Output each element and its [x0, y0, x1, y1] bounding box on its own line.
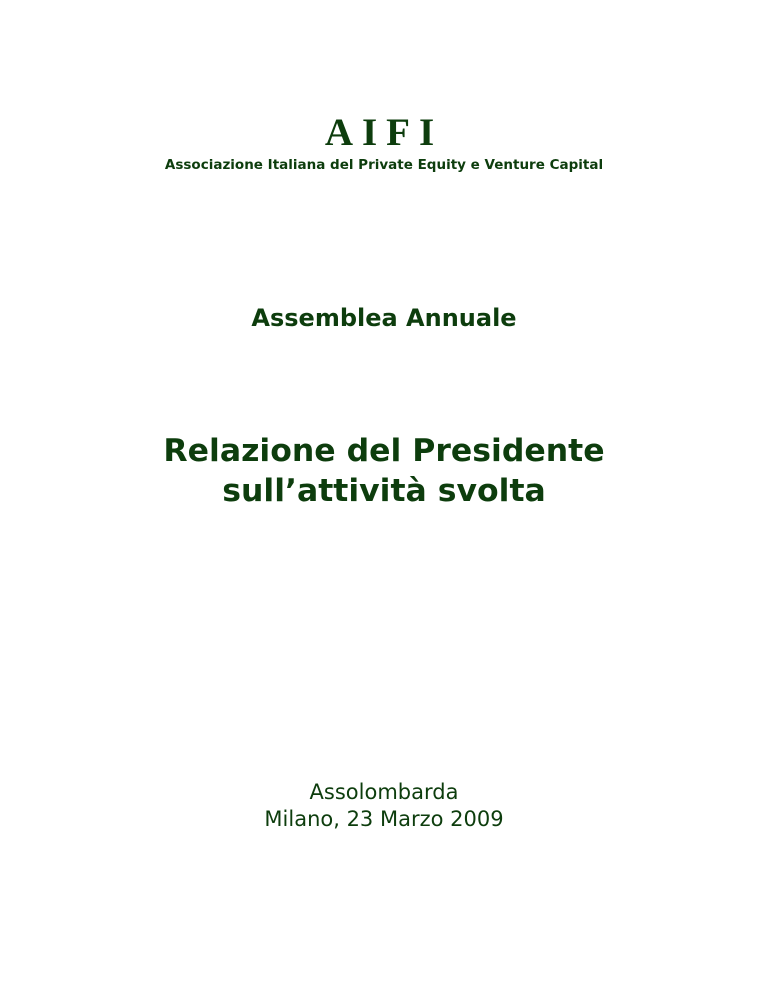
event-title: Assemblea Annuale — [251, 304, 517, 332]
report-title-line-2: sull’attività svolta — [222, 473, 546, 509]
venue-block — [0, 779, 768, 833]
venue-name: Assolombarda — [309, 780, 459, 804]
organization-name: Associazione Italiana del Private Equity e Venture Capital — [164, 157, 604, 173]
report-title — [0, 431, 768, 511]
place-date: Milano, 23 Marzo 2009 — [264, 807, 504, 831]
logo-title: AIFI — [324, 111, 444, 154]
report-title-line-1: Relazione del Presidente — [163, 433, 605, 469]
